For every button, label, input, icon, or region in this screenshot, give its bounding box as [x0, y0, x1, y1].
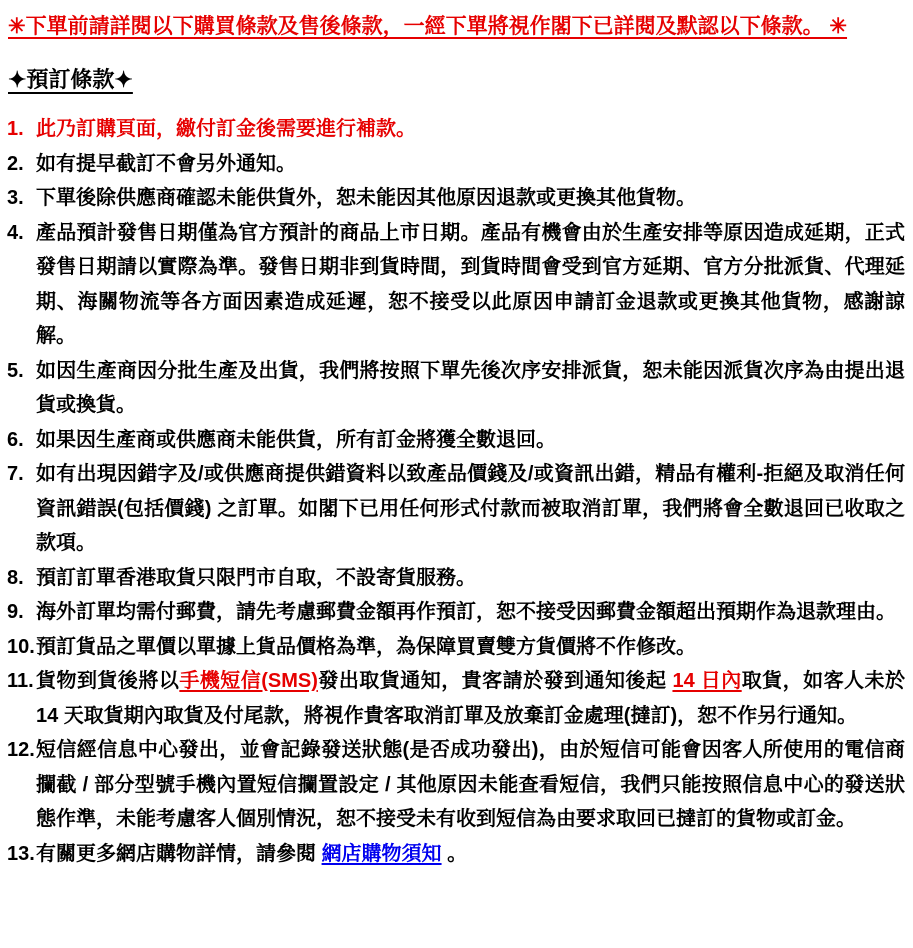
section-title: ✦預訂條款✦: [8, 67, 133, 92]
sms-highlight: 手機短信(SMS): [179, 670, 318, 692]
term-text: 下單後除供應商確認未能供貨外，恕未能因其他原因退款或更換其他貨物。: [36, 187, 696, 209]
term-number: 13.: [7, 842, 35, 865]
term-text: 如果因生產商或供應商未能供貨，所有訂金將獲全數退回。: [36, 428, 556, 451]
term-item-7: [6, 457, 907, 561]
term-item-8: [6, 561, 907, 596]
term-text: 如因生產商因分批生產及出貨，我們將按照下單先後次序安排派貨，恕未能因派貨次序為由提出退貨或換貨。: [36, 359, 905, 416]
term-text-segment: 貨物到貨後將以: [36, 670, 180, 692]
term-number: 3.: [7, 187, 24, 209]
term-item-1: [6, 112, 907, 147]
pickup-days-highlight: 14 日內: [672, 670, 742, 692]
term-item-3: [6, 181, 907, 216]
term-text-segment: 取貨，如客人未於 14 天取貨期內取貨及付尾款，將視作貴客取消訂單及放棄訂金處理(撻訂)，恕不作另行通知。: [36, 670, 906, 727]
term-item-5: [6, 354, 907, 423]
term-number: 10.: [7, 635, 35, 658]
term-text: 如有出現因錯字及/或供應商提供錯資料以致產品價錢及/或資訊出錯，精品有權利-拒絕及取消任何資訊錯誤(包括價錢) 之訂單。如閣下已用任何形式付款而被取消訂單，我們將會全數退回已收取之款項。: [36, 463, 905, 554]
term-item-13: [6, 837, 907, 872]
term-text-segment: 發出取貨通知，貴客請於發到通知後起: [317, 670, 673, 692]
term-item-6: [6, 423, 907, 458]
term-text: [36, 670, 905, 727]
term-number: 11.: [7, 670, 34, 692]
term-number: 2.: [7, 152, 24, 175]
term-text: [36, 843, 467, 865]
term-number: 5.: [7, 359, 24, 382]
term-number: 4.: [7, 221, 24, 244]
shop-notice-link[interactable]: 網店購物須知: [321, 842, 442, 865]
term-text: 此乃訂購頁面，繳付訂金後需要進行補款。: [36, 118, 416, 140]
term-text-segment: 有關更多網店購物詳情，請參閱: [36, 842, 322, 865]
term-number: 7.: [7, 463, 24, 485]
term-number: 6.: [7, 428, 24, 451]
term-number: 8.: [7, 566, 24, 589]
notice-header: ✳下單前請詳閱以下購買條款及售後條款，一經下單將視作閣下已詳閱及默認以下條款。 ✳: [8, 15, 848, 38]
term-number: 9.: [7, 601, 24, 623]
term-item-2: [6, 147, 907, 182]
term-number: 12.: [7, 739, 35, 761]
term-text: 如有提早截訂不會另外通知。: [36, 152, 296, 175]
term-text-segment: 。: [441, 842, 468, 865]
term-number: 1.: [7, 118, 24, 140]
term-item-10: [6, 630, 907, 665]
term-text: 海外訂單均需付郵費，請先考慮郵費金額再作預訂，恕不接受因郵費金額超出預期作為退款理由。: [36, 601, 896, 623]
term-item-11: [6, 664, 907, 733]
term-text: 預訂訂單香港取貨只限門市自取，不設寄貨服務。: [36, 566, 476, 589]
terms-list: [6, 112, 907, 871]
term-text: 產品預計發售日期僅為官方預計的商品上市日期。產品有機會由於生產安排等原因造成延期，正式發售日期請以實際為準。發售日期非到貨時間，到貨時間會受到官方延期、官方分批派貨、代理延期、海關物流等各方面因素造成延遲，恕不接受以此原因申請訂金退款或更換其他貨物，感謝諒解。: [36, 221, 905, 347]
term-text: 預訂貨品之單價以單據上貨品價格為準，為保障買賣雙方貨價將不作修改。: [36, 635, 696, 658]
term-item-9: [6, 595, 907, 630]
term-item-4: [6, 216, 907, 354]
term-item-12: [6, 733, 907, 837]
term-text: 短信經信息中心發出，並會記錄發送狀態(是否成功發出)，由於短信可能會因客人所使用的電信商攔截 / 部分型號手機內置短信攔置設定 / 其他原因未能查看短信，我們只能按照信息中心的發送狀態作準，未能考慮客人個別情況，恕不接受未有收到短信為由要求取回已撻訂的貨物或訂金。: [36, 739, 905, 830]
